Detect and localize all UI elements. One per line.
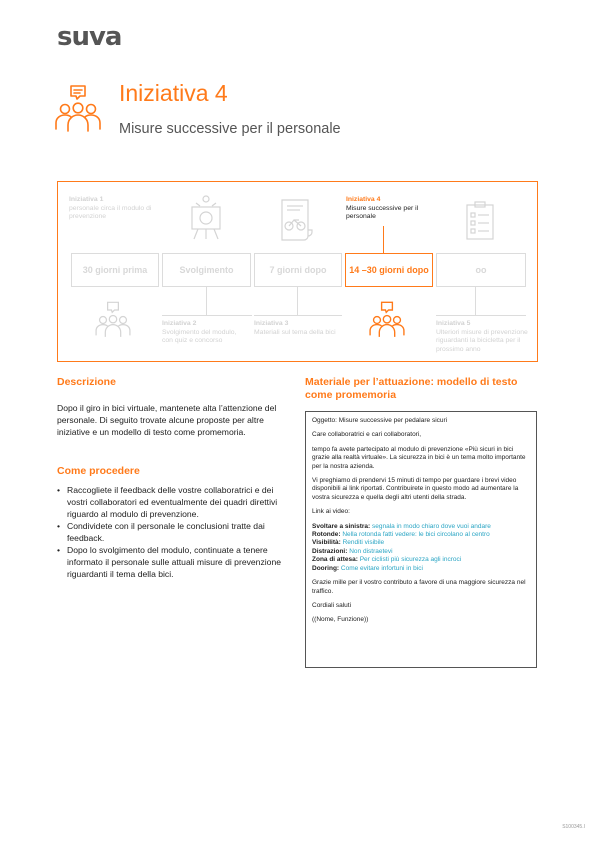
memo-template — [305, 411, 537, 668]
video-link[interactable]: Come evitare infortuni in bici — [340, 564, 423, 572]
timeline-label-1: Iniziativa 1 personale circa il modulo di prevenzione — [69, 196, 152, 220]
video-link[interactable]: Nella rotonda fatti vedere: le bici circolano al centro — [342, 531, 490, 539]
memo-link-row: Distrazioni: Non distraetevi — [312, 547, 393, 555]
timeline-box-1: 30 giorni prima — [71, 253, 159, 287]
team-speech-icon — [52, 83, 104, 135]
memo-link-row: Visibilità: Renditi visibile — [312, 539, 385, 547]
video-link[interactable]: Non distraetevi — [349, 547, 393, 555]
memo-link-row: Zona di attesa: Per ciclisti più sicurezza agli incroci — [312, 556, 462, 564]
description-text: Dopo il giro in bici virtuale, mantenete alta l’attenzione del personale. Di seguito trovate alcune proposte per altre iniziative e un modello di testo come promemoria. — [57, 403, 277, 437]
memo-signature: ((Nome, Funzione)) — [312, 616, 369, 624]
procedure-list — [57, 484, 293, 580]
bicycle-document-icon — [276, 196, 318, 242]
checklist-icon — [462, 200, 498, 242]
timeline-box-2: Svolgimento — [162, 253, 251, 287]
timeline-bracket-3 — [254, 315, 342, 316]
memo-link-row: Dooring: Come evitare infortuni in bici — [312, 564, 423, 572]
suva-logo: suva — [57, 22, 122, 52]
timeline-box-5: oo — [436, 253, 526, 287]
presentation-board-icon — [184, 193, 228, 241]
team-speech-icon-active — [367, 298, 407, 342]
timeline-box-3: 7 giorni dopo — [254, 253, 342, 287]
timeline-bracket-2 — [162, 315, 252, 316]
procedure-heading: Come procedere — [57, 465, 140, 477]
team-speech-icon-muted — [93, 298, 133, 342]
memo-thanks: Grazie mille per il vostro contributo a favore di una maggiore sicurezza nel traffico. — [312, 579, 526, 595]
page-title: Iniziativa 4 — [119, 80, 228, 106]
timeline-label-5: Iniziativa 5 Ulteriori misure di prevenzione riguardanti la bicicletta per il prossimo anno — [436, 320, 528, 353]
memo-closing: Cordiali saluti — [312, 601, 352, 609]
timeline-label-3: Iniziativa 3 Materiali sul tema della bici — [254, 320, 336, 336]
memo-body-1: tempo fa avete partecipato al modulo di prevenzione «Più sicuri in bici grazie alla realtà virtuale». La sicurezza in bici è un tema molto importante per la nostra azienda. — [312, 445, 526, 470]
list-item: • Raccogliete il feedback delle vostre collaboratrici e dei vostri collaboratori ed eventualmente dei quadri direttivi riguardo al modulo di prevenzione. — [57, 484, 293, 520]
memo-subject: Oggetto: Misure successive per pedalare sicuri — [312, 417, 448, 424]
material-heading: Materiale per l’attuazione: modello di testo come promemoria — [305, 376, 518, 401]
timeline-connector-5 — [475, 287, 476, 315]
video-link[interactable]: segnala in modo chiaro dove vuoi andare — [371, 522, 491, 530]
memo-greeting: Care collaboratrici e cari collaboratori, — [312, 431, 422, 439]
video-link[interactable]: Renditi visibile — [342, 539, 385, 547]
timeline-label-4: Iniziativa 4 Misure successive per il personale — [346, 196, 419, 220]
memo-link-row: Svoltare a sinistra: segnala in modo chiaro dove vuoi andare — [312, 522, 491, 530]
timeline-connector-2 — [206, 287, 207, 315]
document-code: S100345.I — [562, 824, 585, 830]
timeline-bracket-5 — [436, 315, 526, 316]
timeline-connector-4-top — [383, 226, 384, 253]
timeline-connector-3 — [297, 287, 298, 315]
memo-links-intro: Link ai video: — [312, 508, 350, 516]
description-heading: Descrizione — [57, 376, 116, 388]
list-item: • Condividete con il personale le conclusioni tratte dai feedback. — [57, 520, 293, 544]
page-subtitle: Misure successive per il personale — [119, 121, 341, 137]
memo-body-2: Vi preghiamo di prendervi 15 minuti di tempo per guardare i brevi video disponibili ai link riportati. Contribuirete in questo modo ad aumentare la vostra sicurezza e quella degli altri utenti della strada. — [312, 477, 519, 501]
timeline-box-4: 14 –30 giorni dopo — [345, 253, 433, 287]
memo-links — [312, 523, 530, 573]
list-item: • Dopo lo svolgimento del modulo, continuate a tenere informato il personale sulle attuali misure di prevenzione riguardanti il tema della bici. — [57, 544, 293, 580]
timeline-label-2: Iniziativa 2 Svolgimento del modulo, con quiz e concorso — [162, 320, 237, 344]
video-link[interactable]: Per ciclisti più sicurezza agli incroci — [359, 556, 462, 564]
memo-link-row: Rotonde: Nella rotonda fatti vedere: le bici circolano al centro — [312, 531, 490, 539]
